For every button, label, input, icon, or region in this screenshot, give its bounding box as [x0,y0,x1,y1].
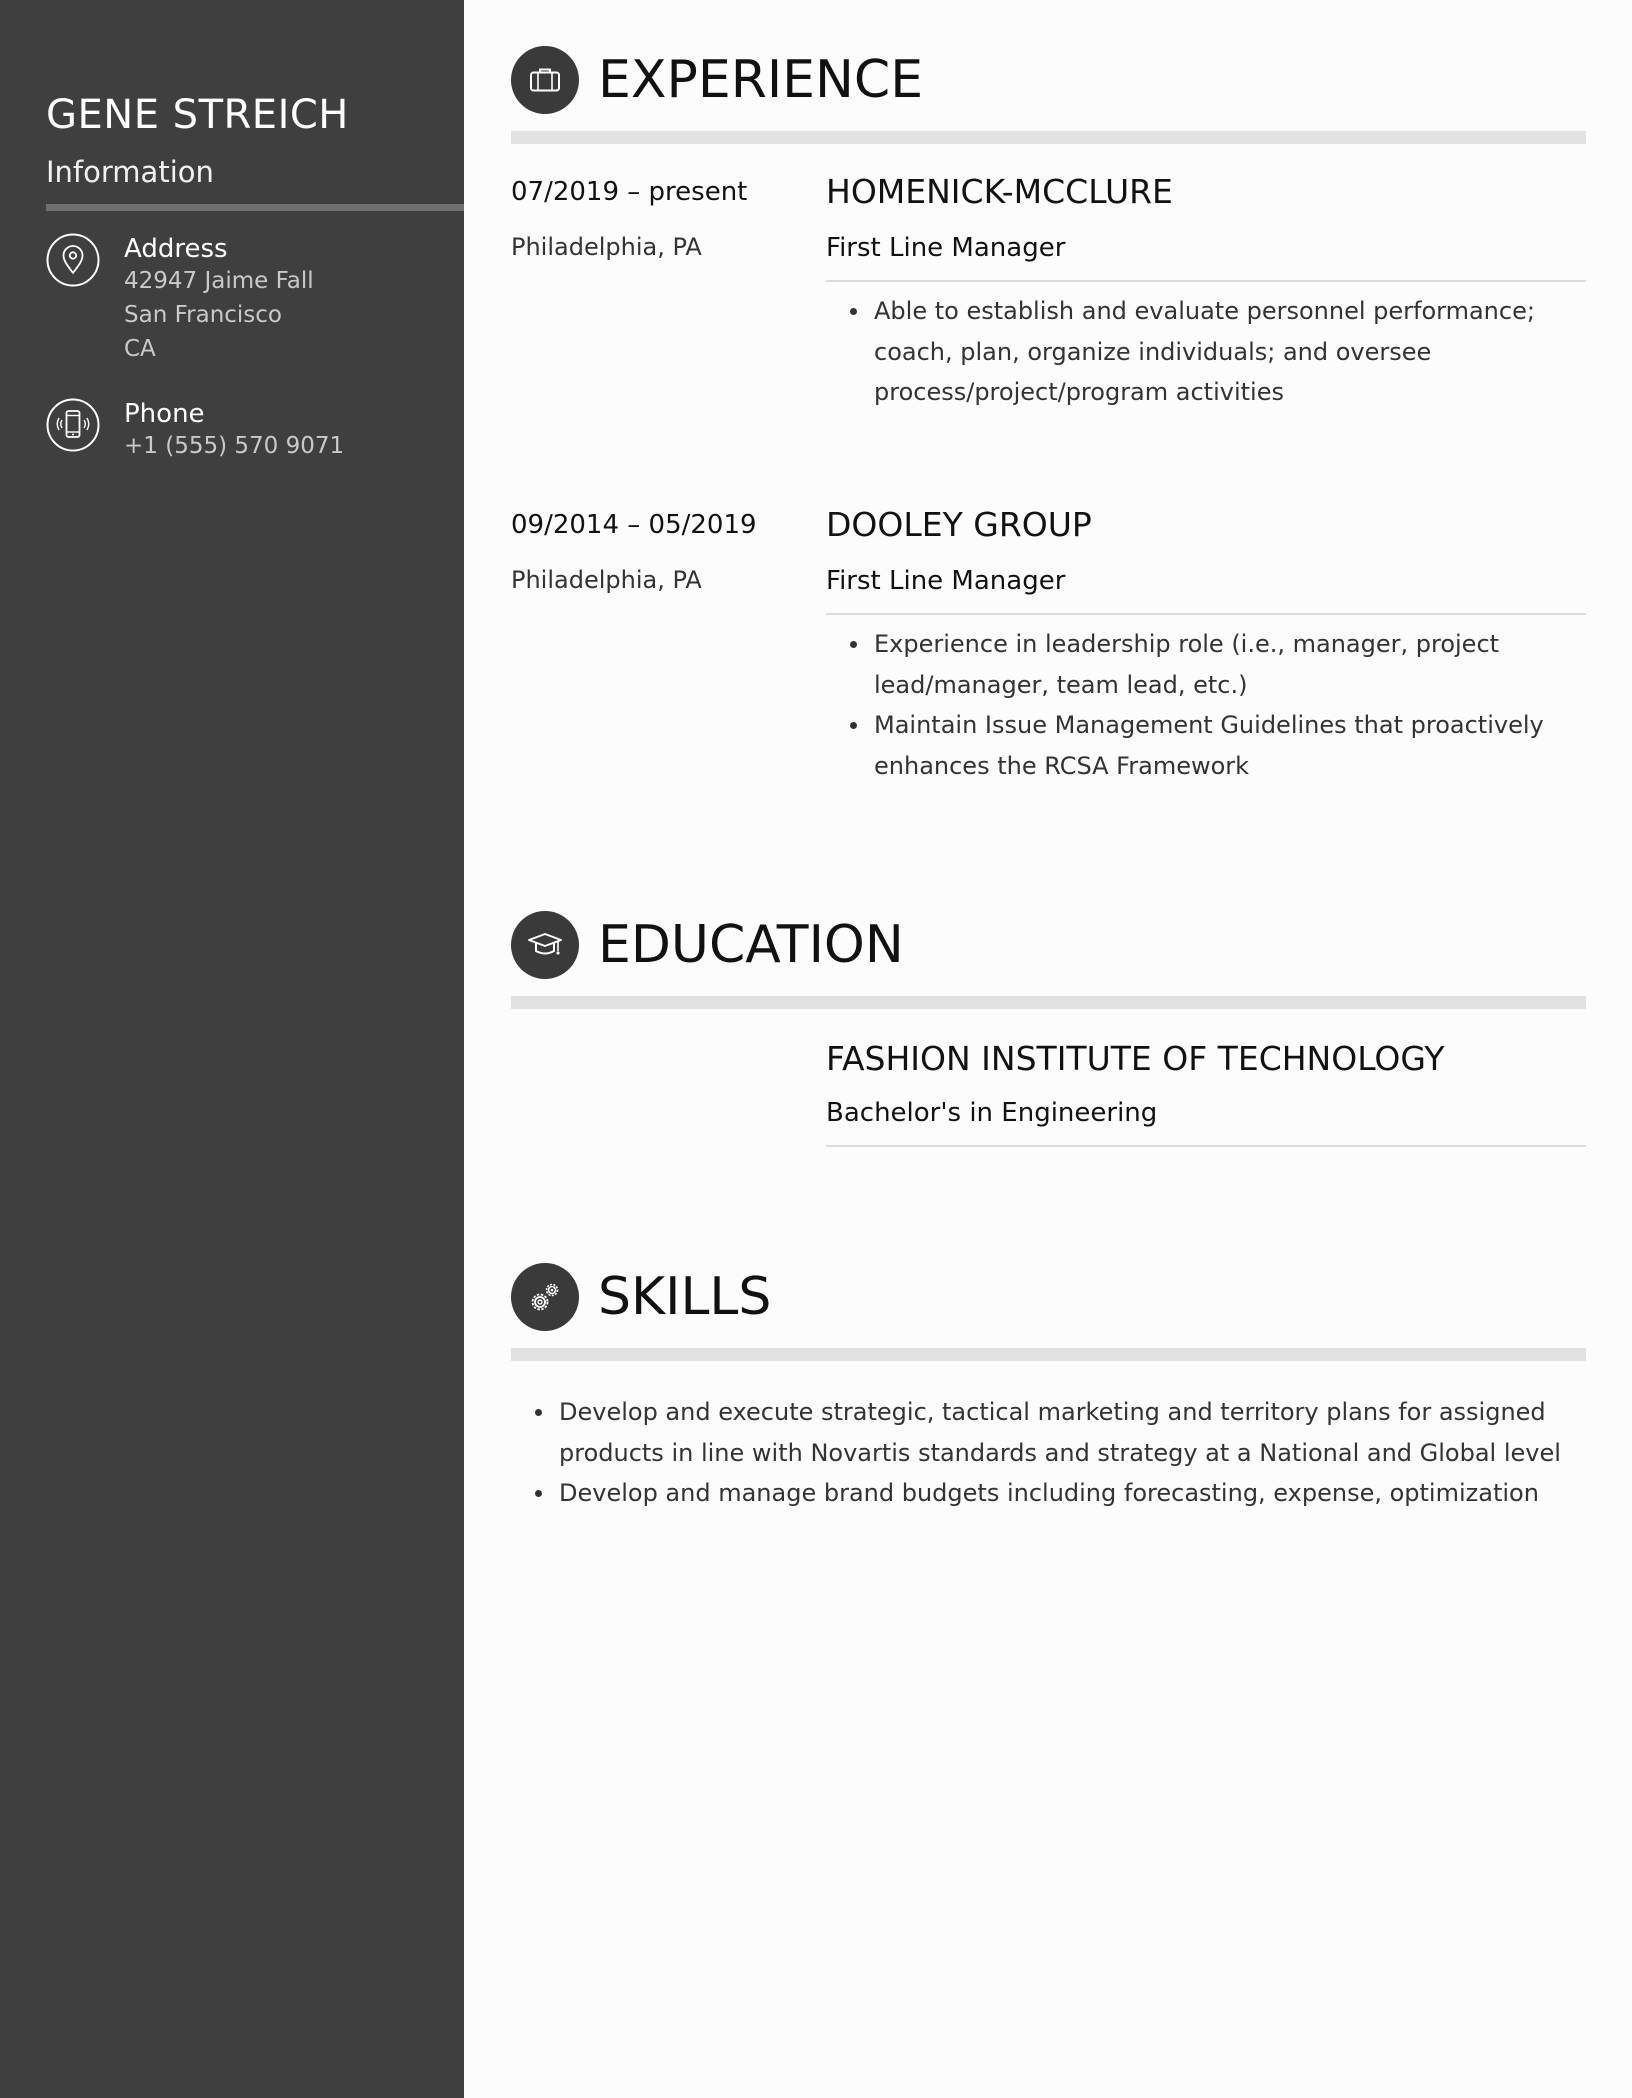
job-role: First Line Manager [826,233,1066,263]
education-icon-badge [511,911,579,979]
education-item-divider [826,1145,1586,1147]
skill-item: Develop and manage brand budgets including forecasting, expense, optimization [511,1473,1586,1514]
skills-list [511,1392,1586,1514]
job-company: HOMENICK-MCCLURE [826,172,1173,211]
mobile-phone-icon [46,398,100,452]
job-bullet: Maintain Issue Management Guidelines that proactively enhances the RCSA Framework [826,705,1556,786]
job-company: DOOLEY GROUP [826,505,1092,544]
gears-icon [525,1277,565,1317]
education-divider [511,996,1586,1009]
experience-icon-badge [511,46,579,114]
skill-item: Develop and execute strategic, tactical marketing and territory plans for assigned products in line with Novartis standards and strategy at a National and Global level [511,1392,1586,1473]
experience-divider [511,131,1586,144]
job-bullet: Able to establish and evaluate personnel performance; coach, plan, organize individuals; and oversee process/project/program activities [826,291,1586,413]
skills-icon-badge [511,1263,579,1331]
phone-number: +1 (555) 570 9071 [124,433,345,459]
briefcase-icon [525,60,565,100]
experience-title: EXPERIENCE [598,50,924,110]
information-divider [46,204,464,211]
experience-header [511,46,1011,116]
sidebar [0,0,464,2098]
job-divider [826,280,1586,282]
location-pin-icon [46,233,100,287]
skills-divider [511,1348,1586,1361]
job-dates: 07/2019 – present [511,177,748,207]
person-name: GENE STREICH [46,91,349,138]
skills-header [511,1263,1011,1333]
information-heading: Information [46,155,214,189]
education-title: EDUCATION [598,915,904,975]
graduation-cap-icon [525,925,565,965]
job-bullet-list [826,624,1556,786]
job-role: First Line Manager [826,566,1066,596]
school-name: FASHION INSTITUTE OF TECHNOLOGY [826,1039,1445,1078]
address-line-city: San Francisco [124,302,283,328]
degree: Bachelor's in Engineering [826,1098,1158,1128]
phone-block [46,398,426,468]
job-dates: 09/2014 – 05/2019 [511,510,757,540]
job-location: Philadelphia, PA [511,233,702,261]
education-header [511,911,1011,981]
address-block [46,233,426,363]
skills-title: SKILLS [598,1267,772,1327]
address-label: Address [124,234,228,264]
job-divider [826,613,1586,615]
job-location: Philadelphia, PA [511,566,702,594]
job-bullet: Experience in leadership role (i.e., manager, project lead/manager, team lead, etc.) [826,624,1556,705]
address-line-street: 42947 Jaime Fall [124,268,314,294]
address-line-state: CA [124,336,156,362]
phone-label: Phone [124,399,205,429]
job-bullet-list [826,291,1586,413]
